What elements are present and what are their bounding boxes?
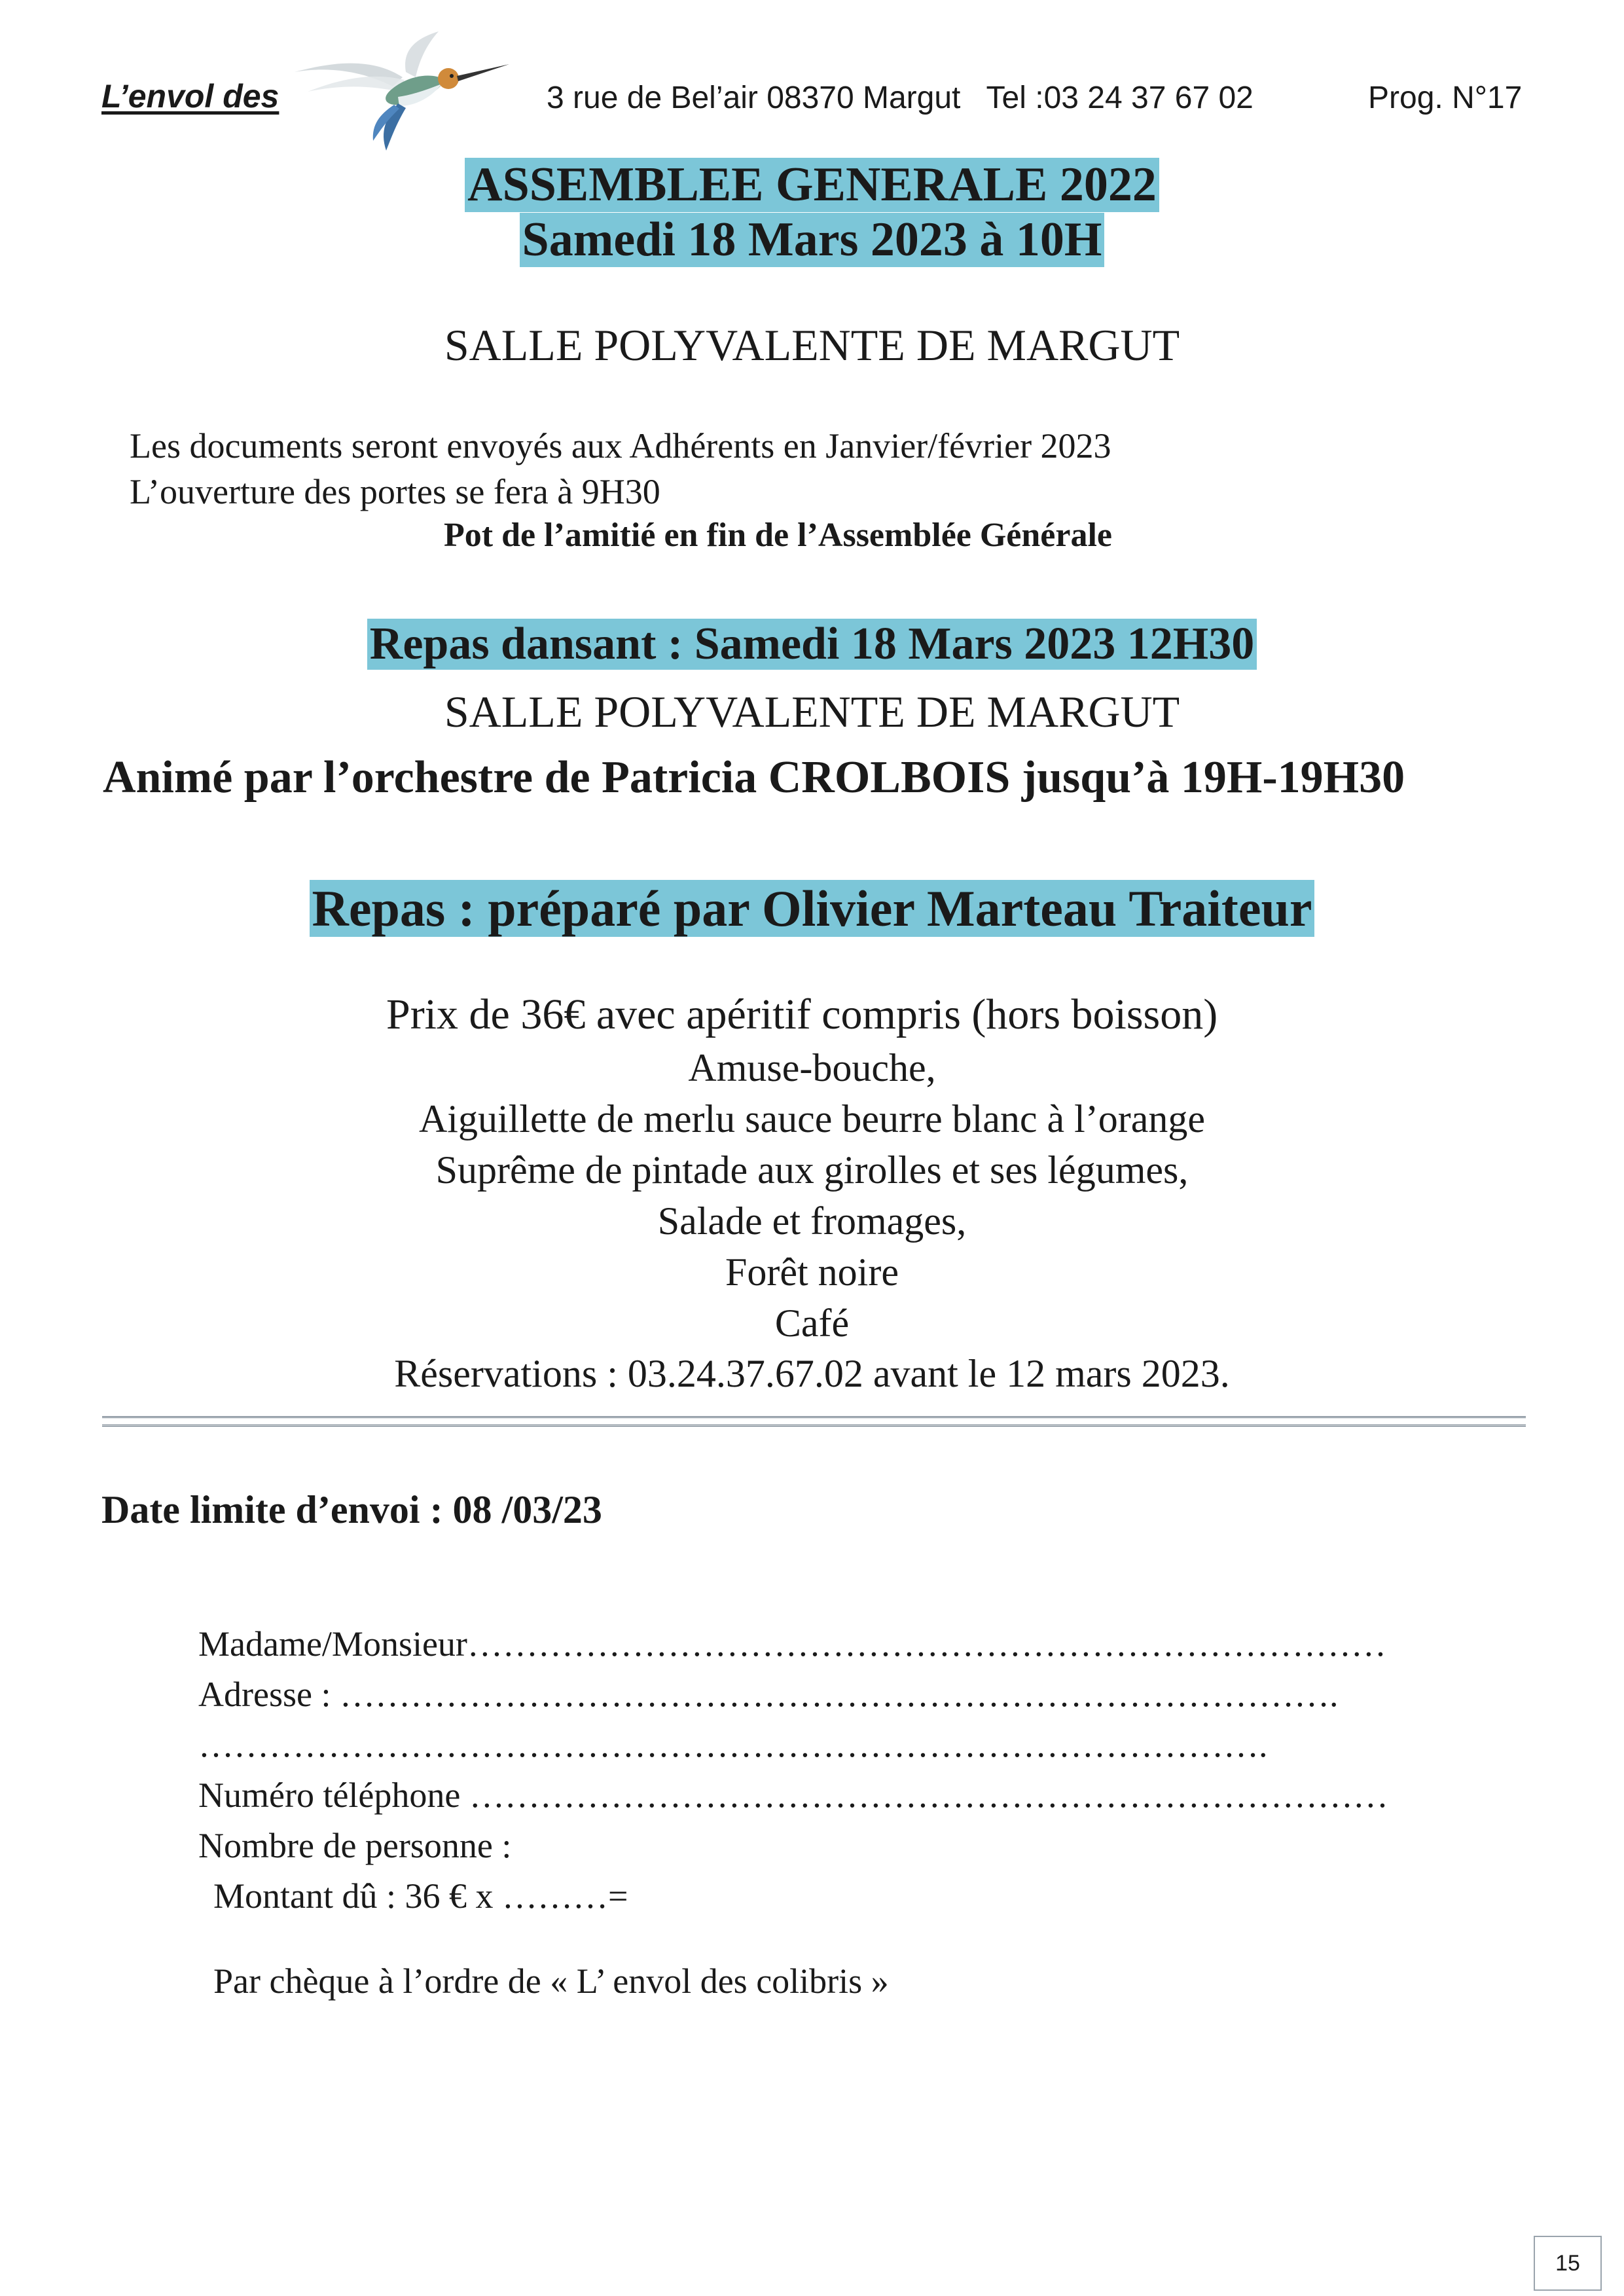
section-divider (102, 1416, 1526, 1427)
address-field-continued: ………………………………………………………………………………. (198, 1725, 1268, 1764)
menu-item: Amuse-bouche, (688, 1046, 936, 1089)
name-field: Madame/Monsieur…………………………………………………………………… (198, 1624, 1386, 1664)
caterer-title: Repas : préparé par Olivier Marteau Traiteur (310, 880, 1315, 937)
dinner-title: Repas dansant : Samedi 18 Mars 2023 12H30 (367, 619, 1257, 670)
dinner-animation: Animé par l’orchestre de Patricia CROLBOIS jusqu’à 19H-19H30 (103, 752, 1405, 803)
amount-field: Montant dû : 36 € x ………= (213, 1876, 628, 1916)
assembly-date-row (0, 212, 1624, 268)
assembly-venue: SALLE POLYVALENTE DE MARGUT (444, 320, 1180, 370)
send-deadline: Date limite d’envoi : 08 /03/23 (101, 1488, 602, 1531)
persons-field: Nombre de personne : (198, 1826, 512, 1865)
reservation-info: Réservations : 03.24.37.67.02 avant le 12 mars 2023. (394, 1352, 1230, 1395)
menu-item: Café (774, 1302, 850, 1345)
association-address: 3 rue de Bel’air 08370 Margut Tel :03 24 37 67 02 (547, 81, 1254, 115)
menu-item: Aiguillette de merlu sauce beurre blanc à l’orange (418, 1097, 1206, 1140)
assembly-info-pot: Pot de l’amitié en fin de l’Assemblée Générale (444, 517, 1112, 554)
assembly-title-row (0, 157, 1624, 213)
menu-item: Suprême de pintade aux girolles et ses légumes, (435, 1148, 1189, 1192)
hummingbird-icon (288, 26, 511, 157)
brand-name: L’envol des (101, 78, 280, 115)
cheque-instructions: Par chèque à l’ordre de « L’ envol des colibris » (213, 1961, 889, 2001)
assembly-date: Samedi 18 Mars 2023 à 10H (520, 213, 1105, 267)
dinner-venue: SALLE POLYVALENTE DE MARGUT (444, 687, 1180, 737)
address-field: Adresse : …………………………………………………………………………. (198, 1675, 1339, 1714)
program-number: Prog. N°17 (1368, 81, 1523, 115)
menu-item: Forêt noire (725, 1250, 899, 1294)
page-number: 15 (1534, 2236, 1602, 2291)
assembly-info-documents: Les documents seront envoyés aux Adhérents en Janvier/février 2023 (130, 426, 1111, 465)
assembly-info-opening: L’ouverture des portes se fera à 9H30 (130, 472, 660, 511)
assembly-title: ASSEMBLEE GENERALE 2022 (465, 158, 1159, 212)
caterer-row (0, 879, 1624, 938)
dinner-price: Prix de 36€ avec apéritif compris (hors boisson) (386, 991, 1218, 1038)
dinner-title-row (0, 618, 1624, 670)
menu-item: Salade et fromages, (657, 1199, 967, 1243)
phone-field: Numéro téléphone …………………………………………………………………… (198, 1776, 1388, 1815)
